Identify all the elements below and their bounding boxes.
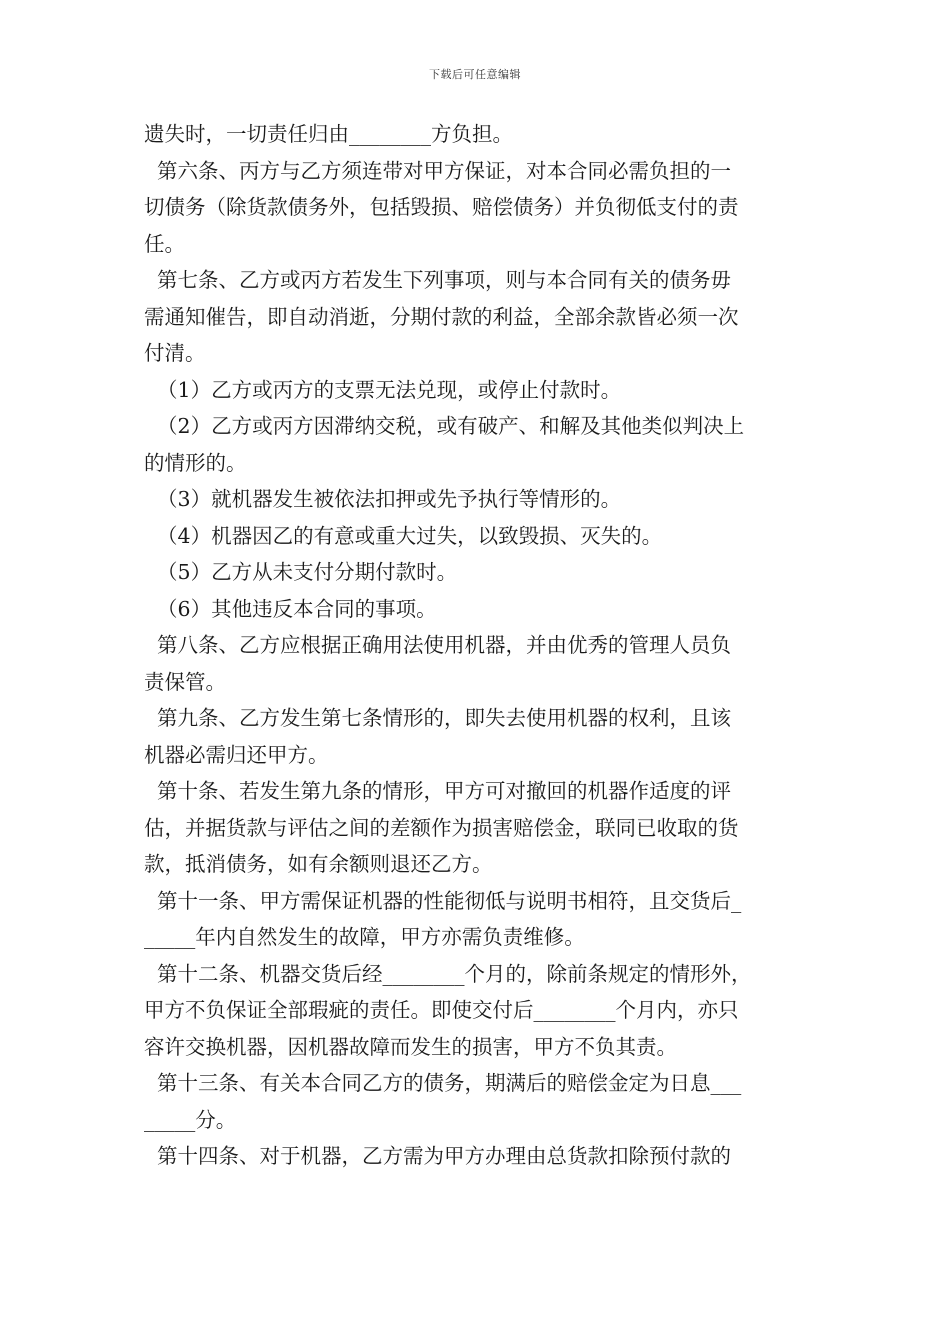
text-line: 第八条、乙方应根据正确用法使用机器，并由优秀的管理人员负 bbox=[144, 633, 732, 657]
text-line: 第十三条、有关本合同乙方的债务，期满后的赔偿金定为日息___ bbox=[144, 1071, 742, 1095]
text-line: （2）乙方或丙方因滞纳交税，或有破产、和解及其他类似判决上 bbox=[144, 414, 745, 438]
text-line: 容许交换机器，因机器故障而发生的损害，甲方不负其责。 bbox=[144, 1034, 677, 1059]
text-line: 款，抵消债务，如有余额则退还乙方。 bbox=[144, 852, 493, 876]
text-line: 机器必需归还甲方。 bbox=[144, 742, 329, 767]
text-line: 第十一条、甲方需保证机器的性能彻低与说明书相符，且交货后_ bbox=[144, 888, 742, 913]
text-line: _____年内自然发生的故障，甲方亦需负责维修。 bbox=[144, 925, 585, 949]
text-line: 甲方不负保证全部瑕疵的责任。即使交付后________个月内，亦只 bbox=[144, 998, 739, 1022]
text-line: 任。 bbox=[144, 231, 185, 256]
text-line: _____分。 bbox=[144, 1107, 237, 1132]
text-line: 第六条、丙方与乙方须连带对甲方保证，对本合同必需负担的一 bbox=[144, 158, 732, 183]
text-line: 遗失时，一切责任归由________方负担。 bbox=[144, 122, 513, 146]
page-header: 下载后可任意编辑 bbox=[429, 68, 521, 81]
text-line: 付清。 bbox=[144, 341, 206, 365]
text-line: （3）就机器发生被依法扣押或先予执行等情形的。 bbox=[144, 487, 622, 511]
text-line: 第十四条、对于机器，乙方需为甲方办理由总货款扣除预付款的 bbox=[144, 1144, 732, 1168]
text-line: 需通知催告，即自动消逝，分期付款的利益，全部余款皆必须一次 bbox=[144, 304, 739, 329]
text-line: （4）机器因乙的有意或重大过失，以致毁损、灭失的。 bbox=[144, 523, 663, 548]
text-line: （1）乙方或丙方的支票无法兑现，或停止付款时。 bbox=[144, 377, 622, 402]
text-line: 第十二条、机器交货后经________个月的，除前条规定的情形外， bbox=[144, 961, 752, 986]
text-line: 第九条、乙方发生第七条情形的，即失去使用机器的权利，且该 bbox=[144, 706, 732, 730]
contract-body bbox=[144, 116, 808, 1175]
text-line: 第七条、乙方或丙方若发生下列事项，则与本合同有关的债务毋 bbox=[144, 268, 732, 292]
text-line: （5）乙方从未支付分期付款时。 bbox=[144, 560, 458, 584]
text-line: 切债务（除货款债务外，包括毁损、赔偿债务）并负彻低支付的责 bbox=[144, 195, 739, 219]
text-line: （6）其他违反本合同的事项。 bbox=[144, 596, 437, 621]
text-line: 的情形的。 bbox=[144, 450, 247, 475]
text-line: 估，并据货款与评估之间的差额作为损害赔偿金，联同已收取的货 bbox=[144, 815, 739, 840]
text-line: 第十条、若发生第九条的情形，甲方可对撤回的机器作适度的评 bbox=[144, 779, 732, 803]
text-line: 责保管。 bbox=[144, 669, 226, 694]
